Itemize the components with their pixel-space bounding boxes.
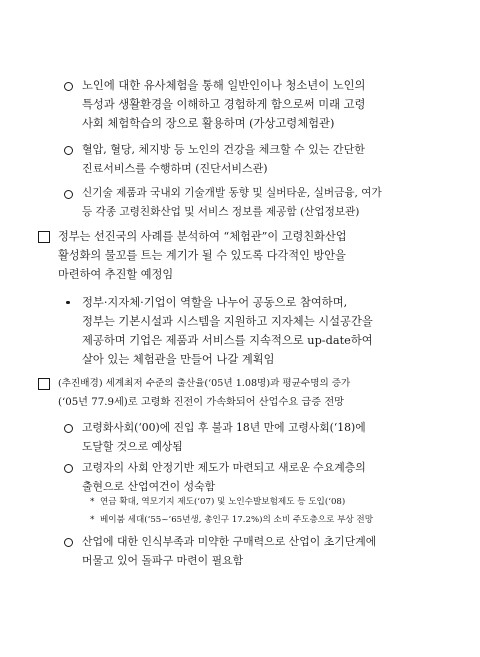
bullet-virtual-experience [64,76,365,133]
text-line: 고령화사회(‘00)에 진입 후 불과 18년 만에 고령사회(‘18)에 [82,421,366,434]
text-line: 신기술 제품과 국내외 기술개발 동향 및 실버타운, 실버금융, 여가 [82,187,382,199]
circle-bullet-icon [64,538,73,547]
bullet-awareness [64,532,376,570]
bullet-role-division [64,293,373,369]
note-pension [90,494,345,511]
text-line: 등 각종 고령친화산업 및 서비스 정보를 제공함 (산업정보관) [82,206,360,218]
text-line: 진료서비스를 수행하며 (진단서비스관) [82,162,268,175]
note-baby-boom [90,512,373,529]
square-item-background [38,374,350,412]
bullet-aging-society [64,418,366,456]
circle-bullet-icon [64,464,73,473]
text-line: 제공하며 기업은 제품과 서비스를 지속적으로 up-date하여 [82,334,373,347]
text-line: 정부는 기본시설과 시스템을 지원하고 지자체는 시설공간을 [82,315,373,328]
asterisk-note-icon: * [90,515,95,525]
text-line: 도달할 것으로 예상됨 [82,440,183,453]
circle-bullet-icon [64,82,73,91]
text-line: (추진배경) 세계최저 수준의 출산율(‘05년 1.08명)과 평균수명의 증가 [58,378,351,389]
text-line: 살아 있는 체험관을 만들어 나갈 계획임 [82,353,275,366]
text-line: 특성과 생활환경을 이해하고 경험하게 함으로써 미래 고령 [82,98,366,111]
text-line: 베이붐 세대(‘55~’65년생, 총인구 17.2%)의 소비 주도층으로 부상 전망 [100,515,374,525]
text-line: 활성화의 물꼬를 트는 계기가 될 수 있도록 다각적인 방안을 [58,249,346,262]
text-line: 연금 확대, 역모기지 제도(‘07) 및 노인수발보험제도 등 도입(‘08) [100,497,346,507]
square-item-government-plan [38,227,347,284]
text-line: 머물고 있어 돌파구 마련이 필요함 [82,554,244,567]
asterisk-note-icon: * [90,497,95,507]
square-bullet-icon [38,378,50,390]
bullet-social-stability [64,458,366,496]
text-line: 정부·지자체·기업이 역할을 나누어 공동으로 참여하며, [82,296,348,309]
text-line: 고령자의 사회 안정기반 제도가 마련되고 새로운 수요계층의 [82,461,366,474]
circle-bullet-icon [64,190,73,199]
square-bullet-icon [38,231,50,243]
circle-bullet-icon [64,146,73,155]
text-line: 혈압, 혈당, 체지방 등 노인의 건강을 체크할 수 있는 간단한 [82,143,365,156]
dot-bullet-icon [66,301,70,305]
text-line: 노인에 대한 유사체험을 통해 일반인이나 청소년이 노인의 [82,79,366,92]
text-line: 출현으로 산업여건이 성숙함 [82,480,216,493]
text-line: (‘05년 77.9세)로 고령화 진전이 가속화되어 산업수요 급증 전망 [58,397,345,408]
text-line: 사회 체험학습의 장으로 활용하며 (가상고령체험관) [82,117,335,130]
text-line: 정부는 선진국의 사례를 분석하여 “체험관”이 고령친화산업 [58,230,347,243]
bullet-medical-service [64,140,365,178]
text-line: 산업에 대한 인식부족과 미약한 구매력으로 산업이 초기단계에 [82,535,377,548]
text-line: 마련하여 추진할 예정임 [58,268,174,281]
bullet-industry-info [64,184,382,222]
circle-bullet-icon [64,424,73,433]
